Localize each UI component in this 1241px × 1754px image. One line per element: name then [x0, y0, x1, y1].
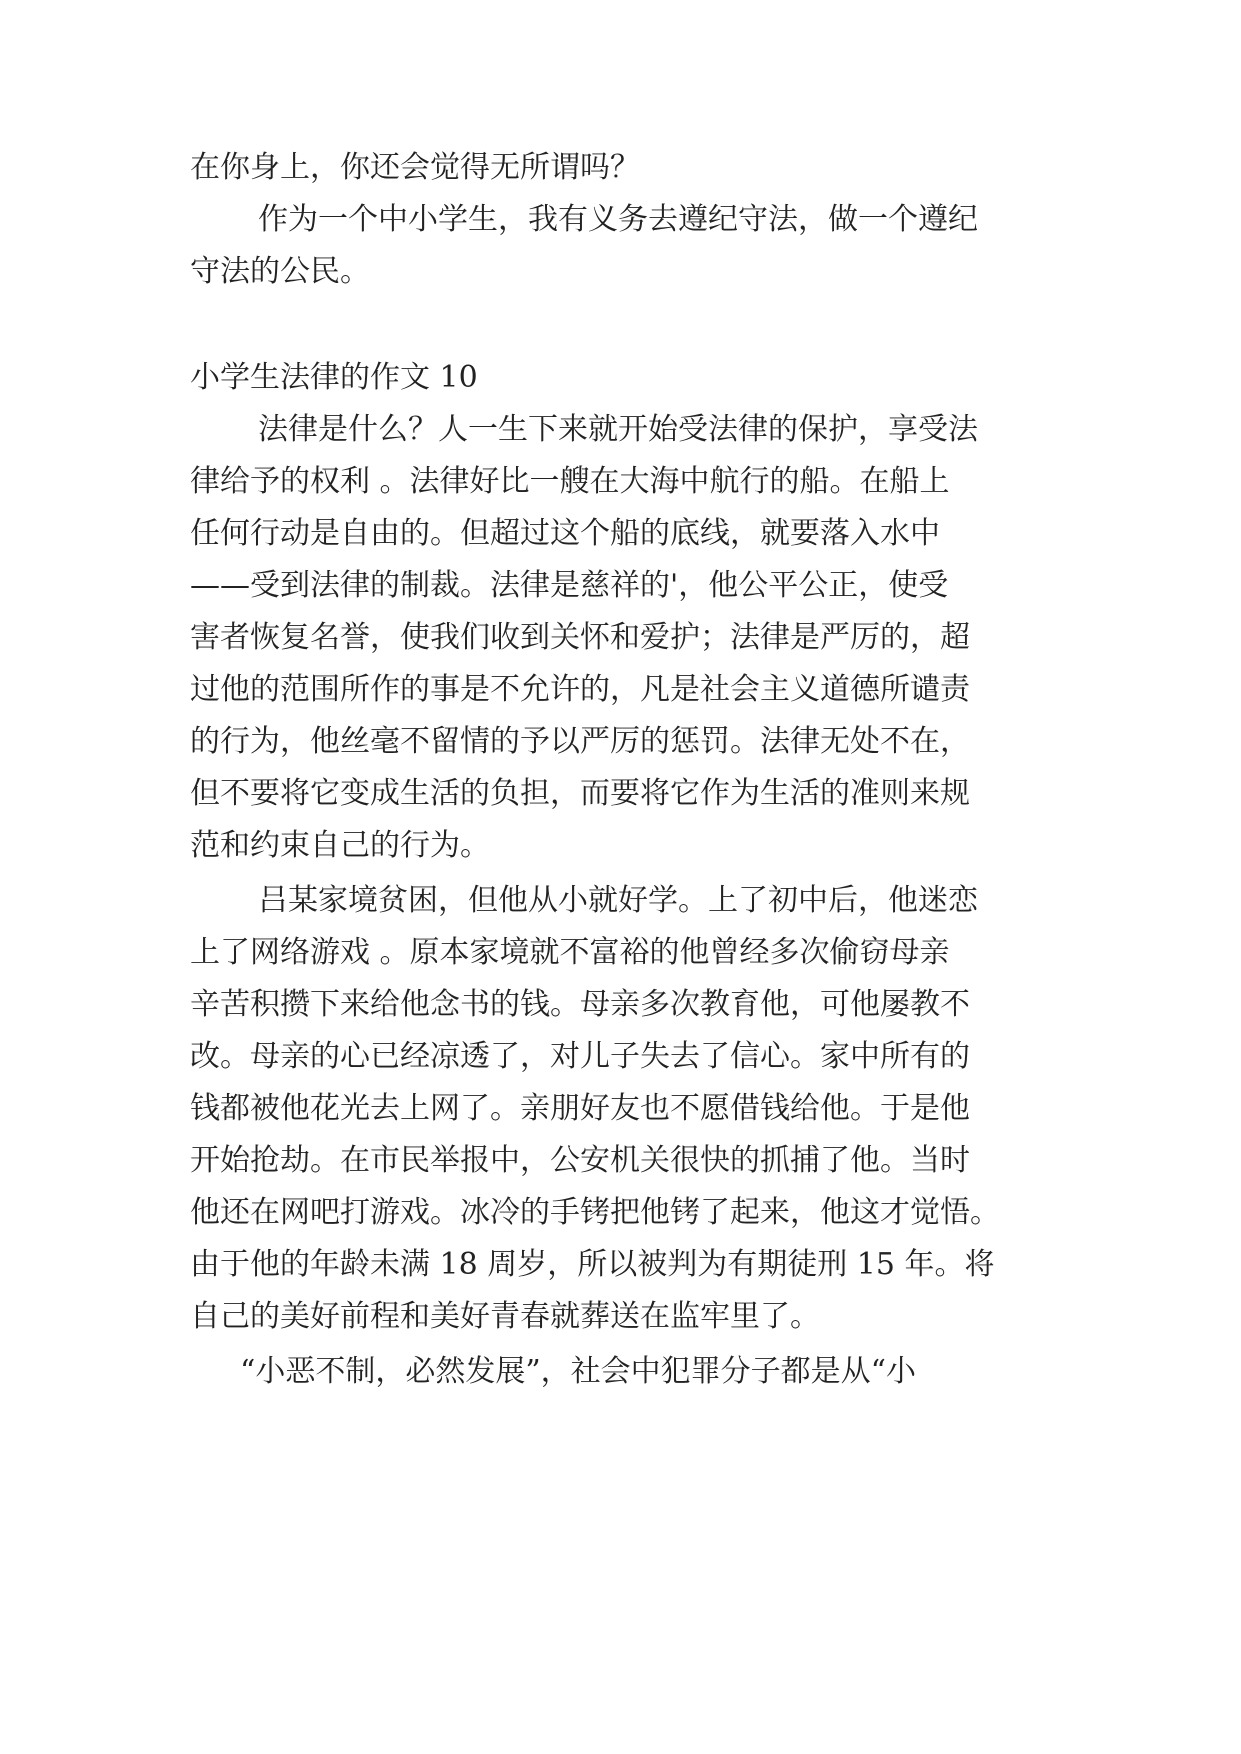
text-line: ——受到法律的制裁。法律是慈祥的'，他公平公正，使受 [190, 568, 949, 603]
section-heading: 小学生法律的作文 10 [190, 360, 478, 395]
text-line: 任何行动是自由的。但超过这个船的底线，就要落入水中 [190, 516, 940, 551]
text-line: 但不要将它变成生活的负担，而要将它作为生活的准则来规 [190, 776, 970, 811]
text-line: “小恶不制，必然发展”，社会中犯罪分子都是从“小 [240, 1354, 917, 1389]
text-line: 开始抢劫。在市民举报中，公安机关很快的抓捕了他。当时 [190, 1143, 970, 1178]
paragraph-law [190, 404, 1050, 872]
text-line: 在你身上，你还会觉得无所谓吗？ [190, 150, 640, 185]
text-line: 守法的公民。 [190, 254, 370, 289]
continuation-paragraphs [190, 142, 1050, 298]
text-line: 他还在网吧打游戏。冰冷的手铐把他铐了起来，他这才觉悟。 [190, 1195, 1000, 1230]
text-line: 作为一个中小学生，我有义务去遵纪守法，做一个遵纪 [258, 202, 978, 237]
paragraph-story [190, 875, 1050, 1343]
text-line: 改。母亲的心已经凉透了，对儿子失去了信心。家中所有的 [190, 1039, 970, 1074]
text-line: 辛苦积攒下来给他念书的钱。母亲多次教育他，可他屡教不 [190, 987, 970, 1022]
paragraph-quote [190, 1346, 1050, 1398]
text-line: 自己的美好前程和美好青春就葬送在监牢里了。 [190, 1299, 820, 1334]
text-line: 上了网络游戏 。原本家境就不富裕的他曾经多次偷窃母亲 [190, 935, 950, 970]
section-heading-block [190, 352, 1050, 404]
text-line: 吕某家境贫困，但他从小就好学。上了初中后，他迷恋 [258, 883, 978, 918]
text-line: 由于他的年龄未满 18 周岁，所以被判为有期徒刑 15 年。将 [190, 1247, 995, 1282]
text-line: 的行为，他丝毫不留情的予以严厉的惩罚。法律无处不在， [190, 724, 970, 759]
text-line: 害者恢复名誉，使我们收到关怀和爱护；法律是严厉的，超 [190, 620, 970, 655]
text-line: 过他的范围所作的事是不允许的，凡是社会主义道德所谴责 [190, 672, 970, 707]
text-line: 钱都被他花光去上网了。亲朋好友也不愿借钱给他。于是他 [190, 1091, 970, 1126]
text-line: 法律是什么？人一生下来就开始受法律的保护，享受法 [258, 412, 978, 447]
text-line: 范和约束自己的行为。 [190, 828, 490, 863]
text-line: 律给予的权利 。法律好比一艘在大海中航行的船。在船上 [190, 464, 950, 499]
